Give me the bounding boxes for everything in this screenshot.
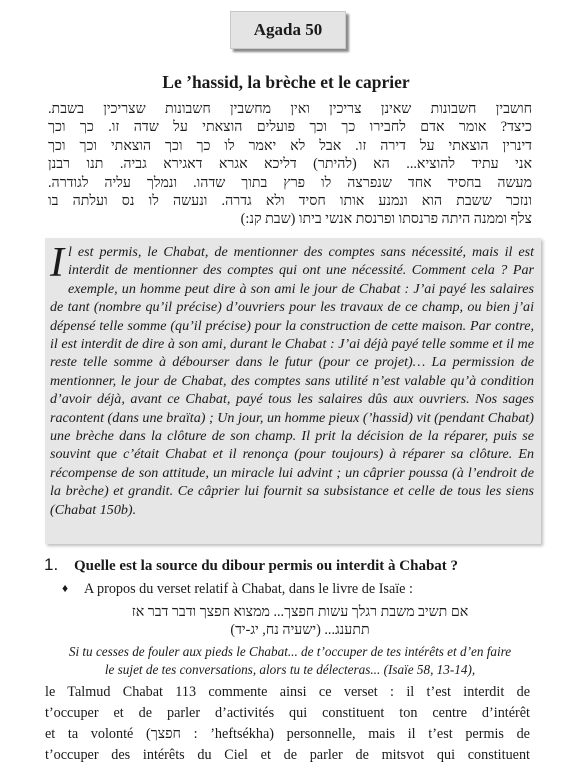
translation-text [50, 240, 534, 519]
section-tag [230, 11, 346, 49]
translation-body: l est permis, le Chabat, de mentionner des comptes sans nécessité, mais il est interdit de mentionner des comptes qui ont une nécessité. Comment cela ? Par exemple, un homme peut dire à son ami le jour de Chabat : J’ai payé les salaires de tant (nombre qu’il précise) d’ouvriers pour les travaux de ce champ, ou bien j’ai dépensé telle somme (qu’il précise) pour la construction de cette maison. Par contre, il est interdit de dire à son ami, durant le Chabat : J’ai déjà payé telle somme et il me reste telle somme à débourser dans le futur (pour ce projet)… La permission de mentionner, le jour de Chabat, des comptes sans utilité n’est valable qu’à condition d’avoir déjà, avant ce Chabat, payé tous les salaires dûs aux ouvriers. Nos sages racontent (dans une braïta) ; Un jour, un homme pieux (’hassid) vit (pendant Chabat) une brèche dans la clôture de son champ. Il prit la décision de la réparer, puis se souvint que c’était Chabat et il renonça (pour toujours) à réparer sa clôture. En récompense de son attitude, un miracle lui advint ; un câprier poussa (à l’endroit de la brèche) et grandit. Ce câprier lui fournit sa subsistance et celle de tous les siens (Chabat 150b). [50, 244, 534, 518]
bullet-text: A propos du verset relatif à Chabat, dans le livre de Isaïe : [84, 581, 413, 597]
question-heading [44, 555, 458, 575]
verse-french-line: Si tu cesses de fouler aux pieds le Chabat... de t’occuper de tes intérêts et d’en faire [68, 644, 512, 659]
hebrew-line: ונזכר ששבת הוא ונמנע אותו חסיד ולא גדרה. ונעשה לו נס ועלתה בו [48, 193, 532, 210]
commentary-text [45, 682, 530, 766]
hebrew-line: צלף וממנה היתה פרנסתו ופרנסת אנשי ביתו (שבת קנ:) [240, 211, 532, 228]
page-title: Le ’hassid, la brèche et le caprier [162, 72, 410, 92]
question-text: Quelle est la source du dibour permis ou interdit à Chabat ? [74, 558, 459, 574]
commentary-line: t’occuper et de parler d’activités qui constituent ton centre d’intérêt [45, 705, 530, 721]
diamond-bullet-icon: ♦ [62, 581, 69, 595]
hebrew-source-text [48, 100, 532, 229]
verse-french-line: le sujet de tes conversations, alors tu te délecteras... (Isaïe 58, 13-14), [104, 661, 476, 677]
hebrew-line: מעשה בחסיד אחד שנפרצה לו פרץ בתוך שדהו. ונמלך עליה לגודרה. [48, 174, 532, 191]
bullet-item [62, 581, 413, 598]
commentary-line: et ta volonté (חפצך : ’heftsékha) personnelle, mais il t’est permis de [45, 726, 530, 742]
verse-hebrew [100, 603, 500, 640]
section-tag-label: Agada 50 [253, 20, 323, 39]
hebrew-line: חושבין חשבונות שאינן צריכין ואין מחשבין חשבונות שצריכין בשבת. [48, 101, 532, 117]
commentary-line: le Talmud Chabat 113 commente ainsi ce verset : il t’est interdit de [45, 684, 530, 700]
commentary-line: t’occuper des intérêts du Ciel et de parler de mitsvot qui constituent [45, 747, 530, 763]
drop-cap: I [50, 240, 64, 286]
verse-hebrew-line: תתענג... (ישעיה נח, יג-יד) [230, 622, 370, 639]
hebrew-line: אני עתיד להוציא... הא (להיתר) דליכא אגרא דאגירא גביה. תנו רבנן [48, 156, 532, 173]
question-number: 1. [44, 555, 59, 574]
verse-hebrew-line: אם תשיב משבת רגלך עשות חפצך... ממצוא חפצך ודבר דבר אז [131, 604, 469, 620]
hebrew-line: דינרין הוצאתי על דירה זו. אבל לא יאמר לו כך וכך הוצאתי וכך וכך [48, 137, 532, 154]
verse-french [40, 643, 540, 678]
hebrew-line: כיצד? אומר אדם לחבירו כך וכך פועלים הוצאתי על שדה זו. כך וכך [48, 119, 532, 136]
